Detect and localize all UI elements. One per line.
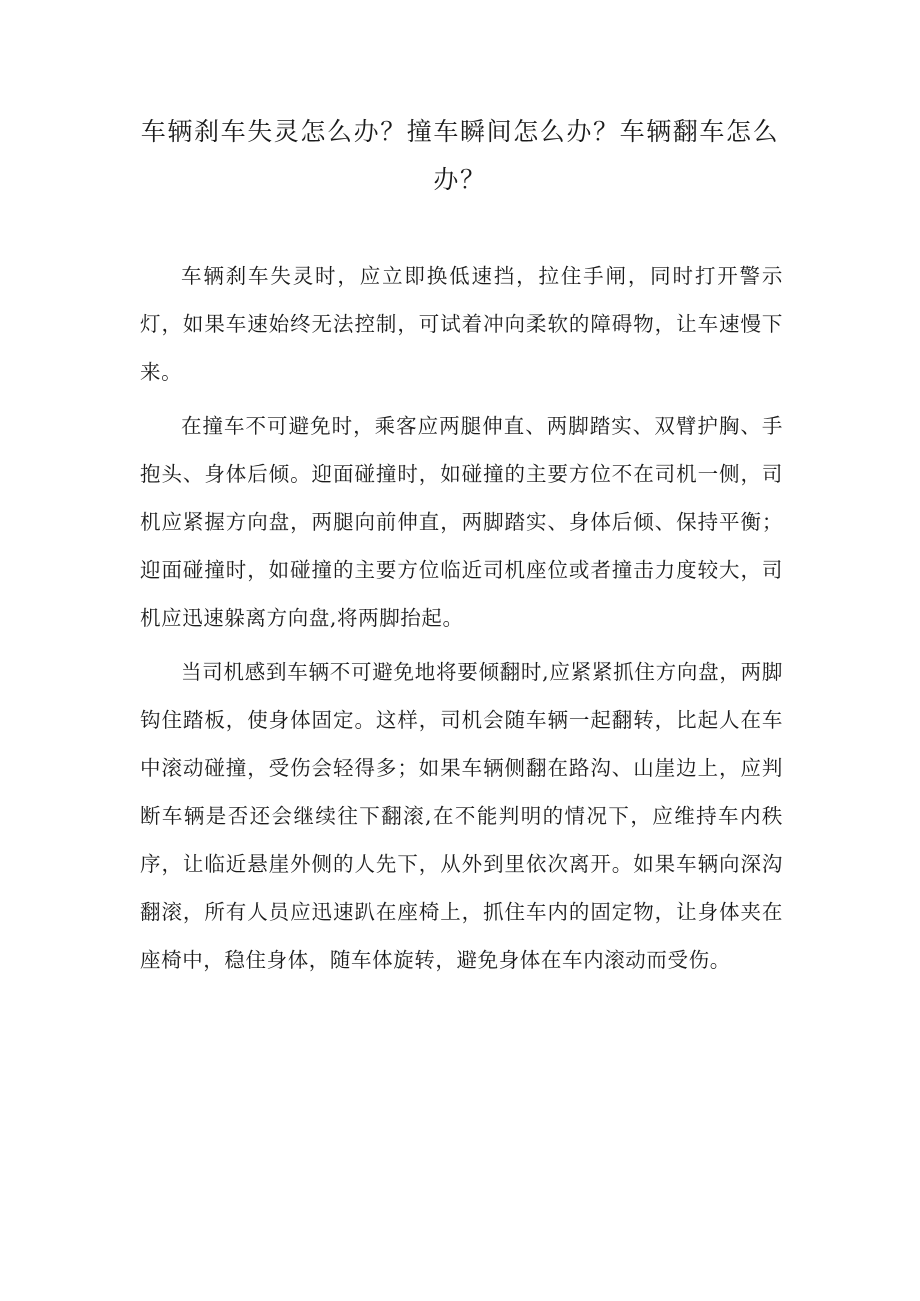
- document-body: [140, 252, 783, 990]
- paragraph-brake-failure: 车辆刹车失灵时，应立即换低速挡，拉住手闸，同时打开警示灯，如果车速始终无法控制，可试着冲向柔软的障碍物，让车速慢下来。: [140, 264, 783, 384]
- paragraph-collision: 在撞车不可避免时，乘客应两腿伸直、两脚踏实、双臂护胸、手抱头、身体后倾。迎面碰撞时，如碰撞的主要方位不在司机一侧，司机应紧握方向盘，两腿向前伸直，两脚踏实、身体后倾、保持平衡；迎面碰撞时，如碰撞的主要方位临近司机座位或者撞击力度较大，司机应迅速躲离方向盘,将两脚抬起。: [140, 414, 783, 630]
- document-title: 车辆刹车失灵怎么办？撞车瞬间怎么办？车辆翻车怎么办？: [140, 117, 780, 194]
- paragraph-rollover: 当司机感到车辆不可避免地将要倾翻时,应紧紧抓住方向盘，两脚钩住踏板，使身体固定。这样，司机会随车辆一起翻转，比起人在车中滚动碰撞，受伤会轻得多；如果车辆侧翻在路沟、山崖边上，应判断车辆是否还会继续往下翻滚,在不能判明的情况下，应维持车内秩序，让临近悬崖外侧的人先下，从外到里依次离开。如果车辆向深沟翻滚，所有人员应迅速趴在座椅上，抓住车内的固定物，让身体夹在座椅中，稳住身体，随车体旋转，避免身体在车内滚动而受伤。: [140, 660, 783, 972]
